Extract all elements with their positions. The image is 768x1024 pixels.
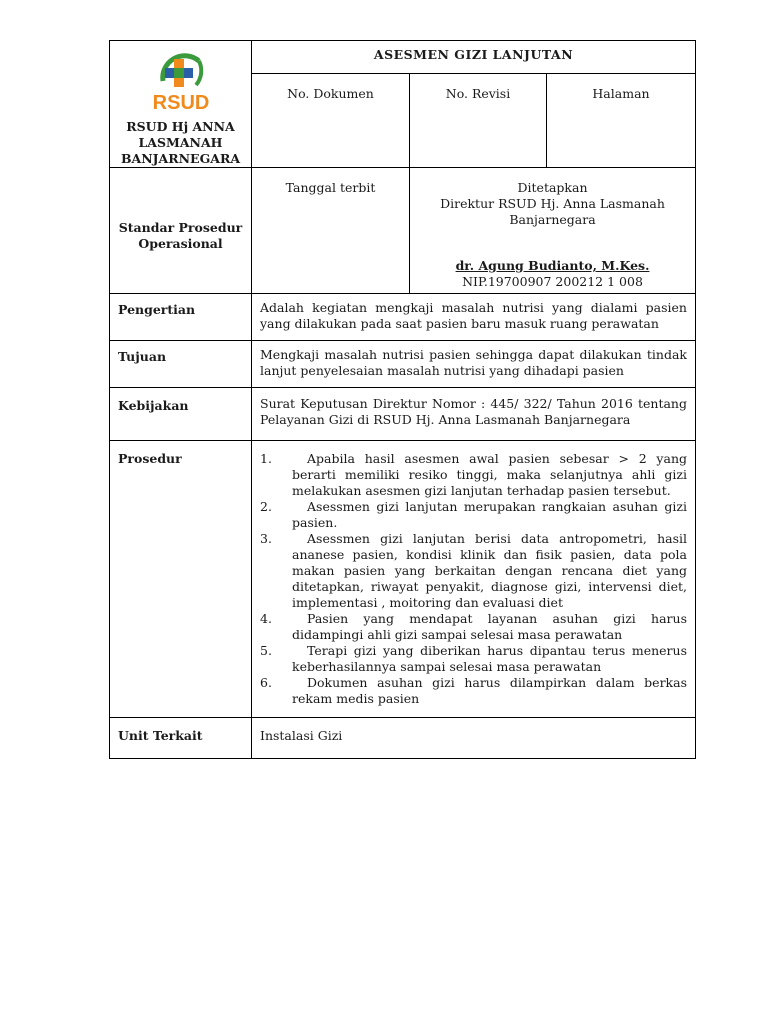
pengertian-label: Pengertian [110,294,252,341]
signer-nip: NIP.19700907 200212 1 008 [462,274,643,289]
logo-wordmark: RSUD [152,92,209,113]
ditetapkan-location: Banjarnegara [509,212,596,227]
prosedur-label: Prosedur [110,441,252,718]
kebijakan-label: Kebijakan [110,388,252,441]
kebijakan-text: Surat Keputusan Direktur Nomor : 445/ 322/ Tahun 2016 tentang Pelayanan Gizi di RSUD Hj. Anna Lasmanah Banjarnegara [252,388,696,441]
sop-document-table [109,40,696,759]
procedure-step: 1. Apabila hasil asesmen awal pasien sebesar > 2 yang berarti memiliki resiko tinggi, maka selanjutnya ahli gizi melakukan asesmen gizi lanjutan terhadap pasien tersebut. [260,451,687,498]
tujuan-label: Tujuan [110,341,252,388]
procedure-step: 6. Dokumen asuhan gizi harus dilampirkan dalam berkas rekam medis pasien [260,675,687,706]
no-dokumen-label: No. Dokumen [252,73,410,168]
procedure-step: 5. Terapi gizi yang diberikan harus dipantau terus menerus keberhasilannya sampai selesai masa perawatan [260,643,687,674]
procedure-step: 3. Asessmen gizi lanjutan berisi data antropometri, hasil ananese pasien, kondisi klinik dan fisik pasien, data pola makan pasien yang berkaitan dengan rencana diet yang ditetapkan, riwayat penyakit, diagnose gizi, intervensi diet, implementasi , moitoring dan evaluasi diet [260,531,687,610]
procedure-step: 2. Asessmen gizi lanjutan merupakan rangkaian asuhan gizi pasien. [260,499,687,530]
pengertian-text: Adalah kegiatan mengkaji masalah nutrisi yang dialami pasien yang dilakukan pada saat pasien baru masuk ruang perawatan [252,294,696,341]
document-title: ASESMEN GIZI LANJUTAN [252,41,696,74]
procedure-step: 4. Pasien yang mendapat layanan asuhan gizi harus didampingi ahli gizi sampai selesai masa perawatan [260,611,687,642]
sop-label: Standar Prosedur Operasional [110,168,252,294]
rsud-logo-icon [141,47,221,113]
unit-terkait-label: Unit Terkait [110,718,252,759]
no-revisi-label: No. Revisi [410,73,547,168]
signer-name: dr. Agung Budianto, M.Kes. [455,258,650,273]
ditetapkan-director: Direktur RSUD Hj. Anna Lasmanah [440,196,665,211]
unit-terkait-text: Instalasi Gizi [252,718,696,759]
halaman-label: Halaman [547,73,696,168]
ditetapkan-label: Ditetapkan [517,180,588,195]
hospital-logo-cell [110,41,252,168]
ditetapkan-block [410,168,696,294]
tujuan-text: Mengkaji masalah nutrisi pasien sehingga dapat dilakukan tindak lanjut penyelesaian masalah nutrisi yang dihadapi pasien [252,341,696,388]
prosedur-steps [252,441,696,718]
tanggal-terbit-label: Tanggal terbit [252,168,410,294]
hospital-name: RSUD Hj ANNA LASMANAH BANJARNEGARA [120,119,241,166]
